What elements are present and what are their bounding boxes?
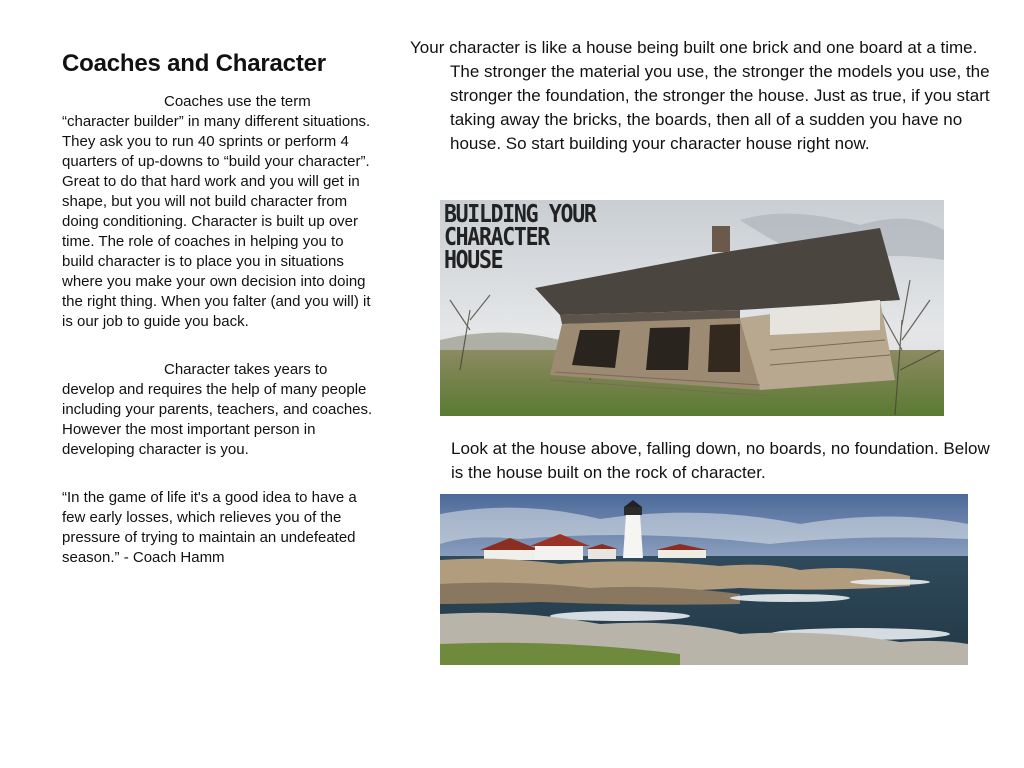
house-title-line-1: BUILDING YOUR — [444, 200, 596, 228]
intro-paragraph: Your character is like a house being built one brick and one board at a time. The stronger the material you use, the stronger the models you use, the stronger the foundation, the stronger the house. Just as true, if you start taking away the bricks, the boards, then all of a sudden you have no house. So start building your character house right now. — [410, 38, 990, 153]
lighthouse-image — [440, 494, 968, 665]
coach-quote: “In the game of life it's a good idea to have a few early losses, which relieves you of the pressure of trying to maintain an undefeated season.” - Coach Hamm — [62, 489, 357, 566]
image-caption: Look at the house above, falling down, no boards, no foundation. Below is the house built on the rock of character. — [451, 439, 990, 482]
paragraph-character — [62, 360, 374, 460]
paragraph-character-text: Character takes years to develop and requires the help of many people including your parents, teachers, and coaches. However the most important person in developing character is you. — [62, 361, 373, 458]
paragraph-coaches — [62, 92, 374, 332]
house-title-line-3: HOUSE — [444, 245, 503, 274]
collapsing-house-image — [440, 200, 944, 416]
house-title-line-2: CHARACTER — [444, 222, 549, 251]
left-column — [62, 92, 374, 596]
paragraph-coaches-text: Coaches use the term “character builder” in many different situations. They ask you to run 40 sprints or perform 4 quarters of up-downs to “build your character”. Great to do that hard work and you will get in shape, but you will not build character from doing conditioning. Character is built up over time. The role of coaches in helping you to build character is to place you in situations where you make your own decision into doing the right thing. When you falter (and you will) it is our job to guide you back. — [62, 93, 371, 330]
house-image-title — [444, 200, 596, 274]
page-title: Coaches and Character — [62, 50, 326, 77]
lighthouse-illustration — [440, 494, 968, 665]
